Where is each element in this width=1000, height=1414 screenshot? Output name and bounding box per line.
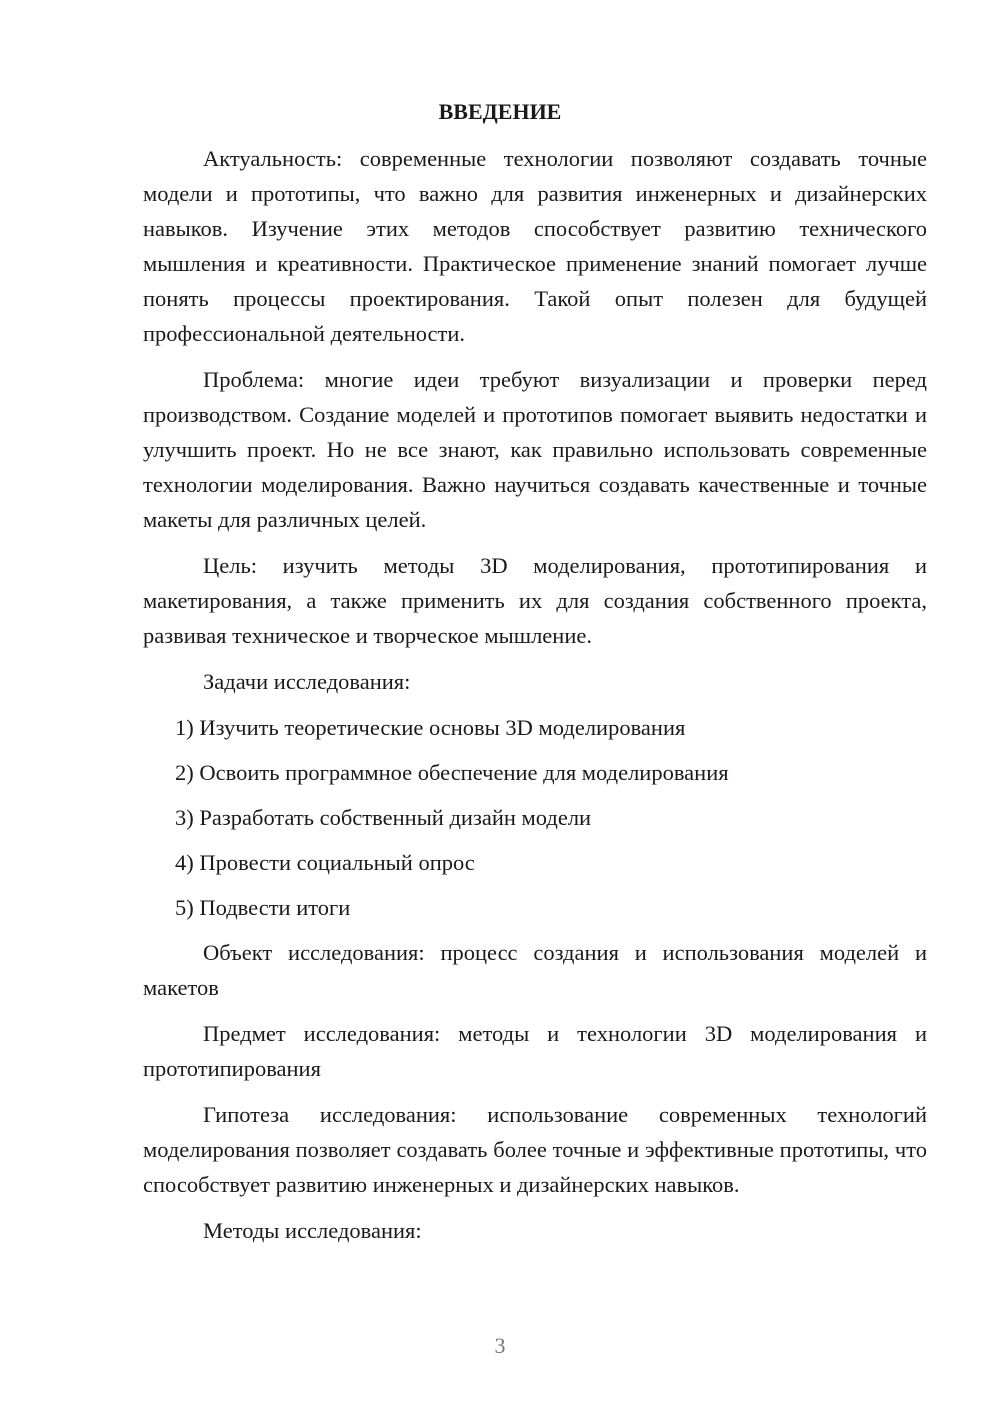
goal-paragraph: Цель: изучить методы 3D моделирования, прототипирования и макетирования, а также применить их для создания собственного проекта, развивая техническое и творческое мышление. [143,553,927,648]
page-title: ВВЕДЕНИЕ [438,99,562,124]
problem-paragraph: Проблема: многие идеи требуют визуализации и проверки перед производством. Создание моделей и прототипов помогает выявить недостатки и улучшить проект. Но не все знают, как правильно использовать современные технологии моделирования. Важно научиться создавать качественные и точные макеты для различных целей. [143,367,927,532]
relevance-paragraph: Актуальность: современные технологии позволяют создавать точные модели и прототипы, что важно для развития инженерных и дизайнерских навыков. Изучение этих методов способствует развитию технического мышления и креативности. Практическое применение знаний помогает лучше понять процессы проектирования. Такой опыт полезен для будущей профессиональной деятельности. [143,146,927,346]
object-paragraph: Объект исследования: процесс создания и использования моделей и макетов [143,940,927,1000]
document-body [143,141,927,1259]
subject-paragraph: Предмет исследования: методы и технологии 3D моделирования и прототипирования [143,1021,927,1081]
task-item: 1) Изучить теоретические основы 3D моделирования [175,715,686,740]
task-item: 5) Подвести итоги [175,895,351,920]
task-item: 4) Провести социальный опрос [175,850,475,875]
tasks-heading: Задачи исследования: [203,669,411,694]
hypothesis-paragraph: Гипотеза исследования: использование современных технологий моделирования позволяет создавать более точные и эффективные прототипы, что способствует развитию инженерных и дизайнерских навыков. [143,1102,927,1197]
task-item: 3) Разработать собственный дизайн модели [175,805,592,830]
task-item: 2) Освоить программное обеспечение для моделирования [175,760,729,785]
page-number: 3 [494,1333,506,1358]
methods-heading: Методы исследования: [203,1218,422,1243]
